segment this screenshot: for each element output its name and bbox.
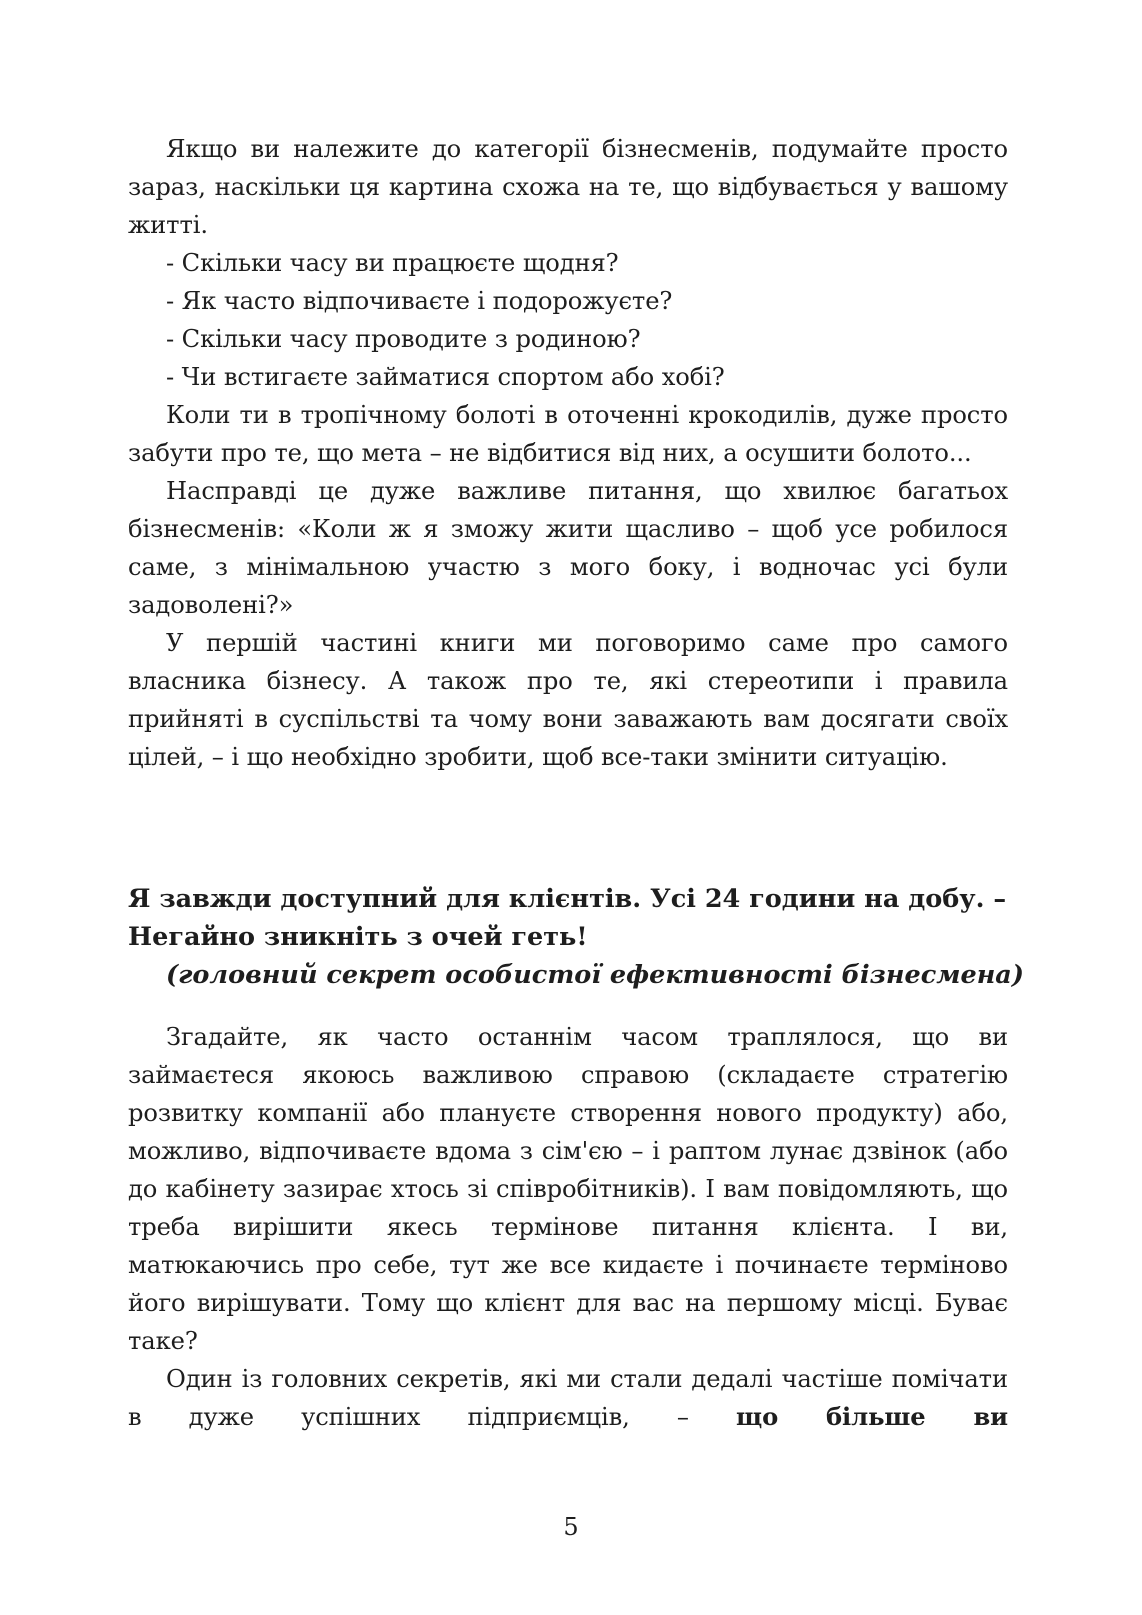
question-work-hours: - Скільки часу ви працюєте щодня? xyxy=(166,249,619,277)
paragraph-remember: Згадайте, як часто останнім часом траплялося, що ви займаєтеся якоюсь важливою справою (складаєте стратегію розвитку компанії або плануєте створення нового продукту) або, можливо, відпочиваєте вдома з сім'єю – і раптом лунає дзвінок (або до кабінету зазирає хтось зі співробітників). І вам повідомляють, що треба вирішити якесь термінове питання клієнта. І ви, матюкаючись про себе, тут же все кидаєте і починаєте терміново його вирішувати. Тому що клієнт для вас на першому місці. Буває таке? xyxy=(128,1023,1008,1355)
paragraph-secret xyxy=(128,1360,1008,1436)
paragraph-question: Насправді це дуже важливе питання, що хвилює багатьох бізнесменів: «Коли ж я зможу жити щасливо – щоб усе робилося саме, з мінімальною участю з мого боку, і водночас усі були задоволені?» xyxy=(128,477,1008,619)
paragraph-secret-text: Один із головних секретів, які ми стали дедалі частіше помічати в дуже успішних підприємців, – xyxy=(128,1365,1008,1431)
paragraph-first-part: У першій частині книги ми поговоримо саме про самого власника бізнесу. А також про те, які стереотипи і правила прийняті в суспільстві та чому вони заважають вам досягати своїх цілей, – і що необхідно зробити, щоб все-таки змінити ситуацію. xyxy=(128,629,1008,771)
heading-line-1: Я завжди доступний для клієнтів. Усі 24 години на добу. – xyxy=(128,884,1007,914)
paragraph-swamp: Коли ти в тропічному болоті в оточенні крокодилів, дуже просто забути про те, що мета – не відбитися від них, а осушити болото... xyxy=(128,401,1008,467)
section-heading xyxy=(128,880,1028,956)
section-subheading: (головний секрет особистої ефективності бізнесмена) xyxy=(166,960,1024,990)
heading-line-2: Негайно зникніть з очей геть! xyxy=(128,922,588,952)
question-rest-travel: - Як часто відпочиваєте і подорожуєте? xyxy=(166,287,673,315)
paragraph-intro: Якщо ви належите до категорії бізнесменів, подумайте просто зараз, наскільки ця картина схожа на те, що відбувається у вашому житті. xyxy=(128,135,1008,239)
paragraph-secret-bold: що більше ви xyxy=(736,1402,1008,1431)
bottom-text-section xyxy=(128,1018,1008,1436)
question-family-time: - Скільки часу проводите з родиною? xyxy=(166,325,641,353)
question-sport-hobby: - Чи встигаєте займатися спортом або хобі? xyxy=(166,363,725,391)
page-number: 5 xyxy=(563,1513,579,1541)
top-text-section xyxy=(128,130,1008,776)
